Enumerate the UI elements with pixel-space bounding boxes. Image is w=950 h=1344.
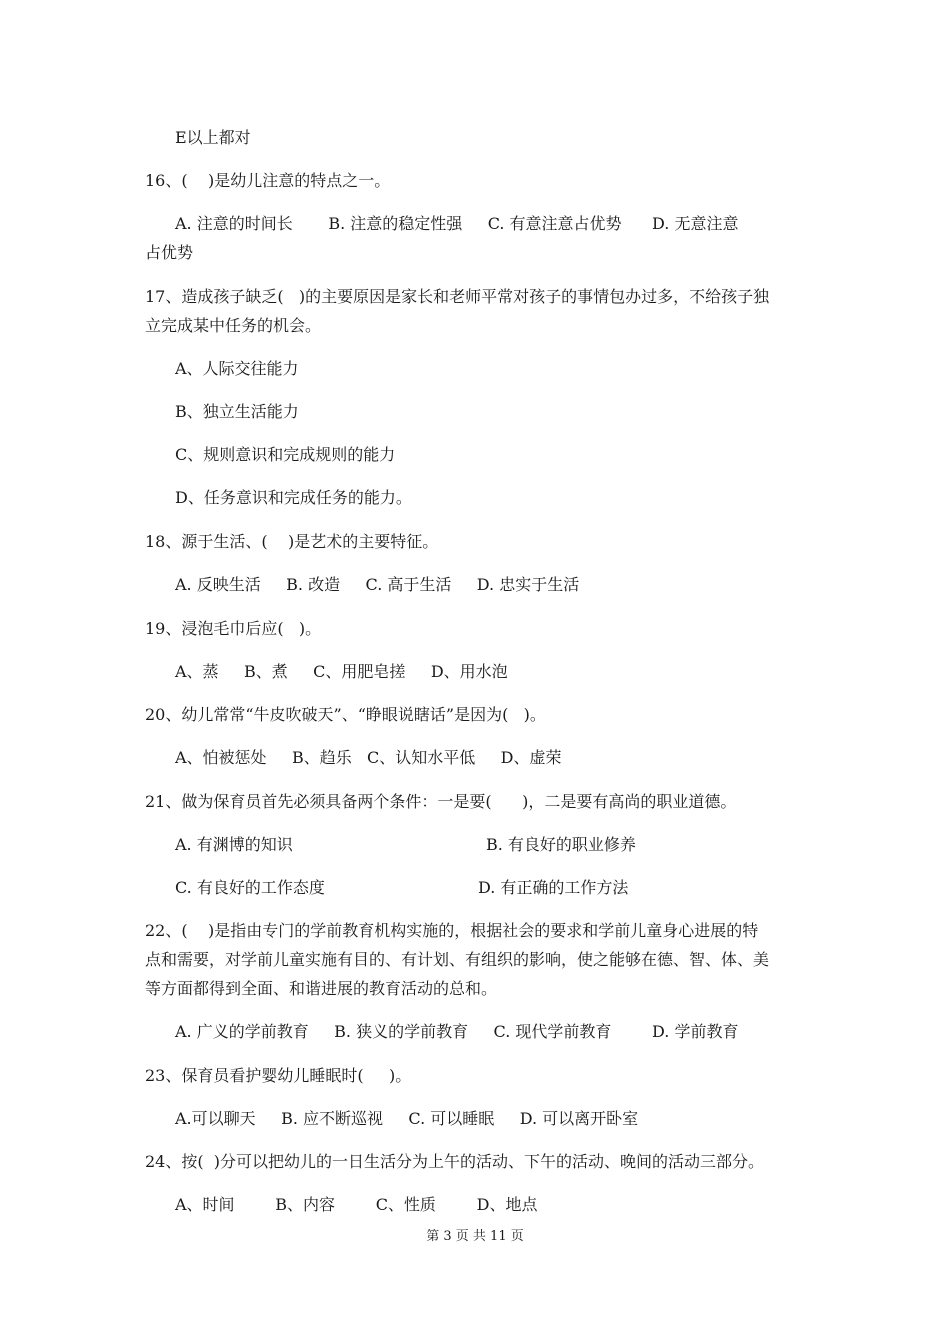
question-23: 23、保育员看护婴幼儿睡眠时( )。	[145, 1066, 412, 1085]
question-16: 16、( )是幼儿注意的特点之一。	[145, 171, 391, 190]
question-21: 21、做为保育员首先必须具备两个条件：一是要( )，二是要有高尚的职业道德。	[145, 792, 737, 811]
option-21-d: D. 有正确的工作方法	[478, 878, 629, 897]
options-16: A. 注意的时间长 B. 注意的稳定性强 C. 有意注意占优势 D. 无意注意	[175, 214, 739, 233]
options-22: A. 广义的学前教育 B. 狭义的学前教育 C. 现代学前教育 D. 学前教育	[175, 1022, 739, 1041]
option-21-c: C. 有良好的工作态度	[175, 878, 325, 897]
question-22-cont-2: 等方面都得到全面、和谐进展的教育活动的总和。	[145, 979, 498, 998]
option-17-d: D、任务意识和完成任务的能力。	[175, 488, 412, 507]
question-22-cont-1: 点和需要，对学前儿童实施有目的、有计划、有组织的影响，使之能够在德、智、体、美	[145, 950, 770, 969]
options-24: A、时间 B、内容 C、性质 D、地点	[175, 1195, 538, 1214]
option-17-a: A、人际交往能力	[175, 359, 299, 378]
option-17-c: C、规则意识和完成规则的能力	[175, 445, 396, 464]
option-line: E以上都对	[175, 128, 251, 147]
question-24: 24、按( )分可以把幼儿的一日生活分为上午的活动、下午的活动、晚间的活动三部分。	[145, 1152, 765, 1171]
option-21-b: B. 有良好的职业修养	[486, 835, 636, 854]
question-19: 19、浸泡毛巾后应( )。	[145, 619, 322, 638]
question-22: 22、( )是指由专门的学前教育机构实施的，根据社会的要求和学前儿童身心进展的特	[145, 921, 759, 940]
options-16-cont: 占优势	[145, 243, 194, 262]
question-17-cont: 立完成某中任务的机会。	[145, 316, 322, 335]
page-footer: 第 3 页 共 11 页	[426, 1229, 524, 1244]
option-21-a: A. 有渊博的知识	[175, 835, 293, 854]
question-18: 18、源于生活、( )是艺术的主要特征。	[145, 532, 439, 551]
options-19: A、蒸 B、煮 C、用肥皂搓 D、用水泡	[175, 662, 508, 681]
question-17: 17、造成孩子缺乏( )的主要原因是家长和老师平常对孩子的事情包办过多，不给孩子独	[145, 287, 770, 306]
options-18: A. 反映生活 B. 改造 C. 高于生活 D. 忠实于生活	[175, 575, 580, 594]
option-17-b: B、独立生活能力	[175, 402, 299, 421]
options-20: A、怕被惩处 B、趋乐 C、认知水平低 D、虚荣	[175, 748, 562, 767]
options-23: A.可以聊天 B. 应不断巡视 C. 可以睡眠 D. 可以离开卧室	[175, 1109, 639, 1128]
question-20: 20、幼儿常常“牛皮吹破天”、“睁眼说瞎话”是因为( )。	[145, 705, 546, 724]
